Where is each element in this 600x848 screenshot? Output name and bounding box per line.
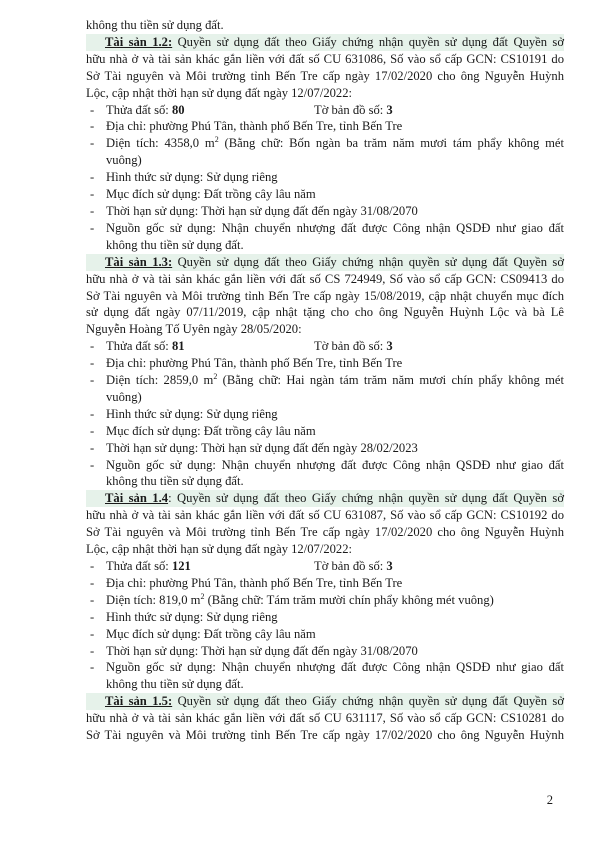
asset-1-2: Tài sản 1.2: Quyền sử dụng đất theo Giấy chứng nhận quyền sử dụng đất Quyền sở hữu nhà ở và tài sản khác gắn liền với đất số CU 631086, Số vào sổ cấp GCN: CS10191 do Sở Tài nguyên và Môi trường tỉnh Bến Tre cấp ngày 17/02/2020 cho ông Nguyễn Huỳnh Lộc, cập nhật thời hạn sử dụng đất ngày 12/07/2022: - Thửa đất số: 80 Tờ bản đồ số: 3 - Địa chỉ: phường Phú Tân, thành phố Bến Tre, tỉnh Bến Tre - Diện tích: 4358,0 $m^2$ (Bằng chữ: Bốn ngàn ba trăm năm mươi tám phẩy không mét vuông) - Hình thức sử dụng: Sử dụng riêng - Mục đích sử dụng: Đất trồng cây lâu năm - Thời hạn sử dụng: Thời hạn sử dụng đất đến ngày 31/08/2070 - Nguồn gốc sử dụng: Nhận chuyển nhượng đất được Công nhận QSDĐ như giao đất không thu tiền sử dụng đất. <box>86 34 564 254</box>
usage-term: - Thời hạn sử dụng: Thời hạn sử dụng đất đến ngày 31/08/2070 <box>86 203 564 220</box>
asset-1-5: Tài sản 1.5: Quyền sử dụng đất theo Giấy chứng nhận quyền sử dụng đất Quyền sở hữu nhà ở và tài sản khác gắn liền với đất số CU 631117, Số vào sổ cấp GCN: CS10281 do Sở Tài nguyên và Môi trường tỉnh Bến Tre cấp ngày 17/02/2020 cho ông Nguyễn Huỳnh <box>86 694 564 743</box>
parcel-info: - Thửa đất số: 81 Tờ bản đồ số: 3 <box>86 338 564 355</box>
usage-purpose: - Mục đích sử dụng: Đất trồng cây lâu năm <box>86 626 564 643</box>
area: - Diện tích: 4358,0 $m^2$ (Bằng chữ: Bốn ngàn ba trăm năm mươi tám phẩy không mét <box>86 135 564 152</box>
address: - Địa chỉ: phường Phú Tân, thành phố Bến Tre, tỉnh Bến Tre <box>86 118 564 135</box>
page-number: 2 <box>546 793 553 807</box>
intro-tail: không thu tiền sử dụng đất. <box>86 18 224 32</box>
usage-origin: - Nguồn gốc sử dụng: Nhận chuyển nhượng đất được Công nhận QSDĐ như giao đất <box>86 457 564 474</box>
asset-heading: Tài sản 1.4: Quyền sử dụng đất theo Giấy chứng nhận quyền sử dụng đất Quyền sở <box>86 490 564 507</box>
asset-heading: Tài sản 1.2: Quyền sử dụng đất theo Giấy chứng nhận quyền sử dụng đất Quyền sở <box>86 34 564 51</box>
usage-form: - Hình thức sử dụng: Sử dụng riêng <box>86 609 564 626</box>
parcel-info: - Thửa đất số: 121 Tờ bản đồ số: 3 <box>86 558 564 575</box>
usage-term: - Thời hạn sử dụng: Thời hạn sử dụng đất đến ngày 31/08/2070 <box>86 643 564 660</box>
usage-origin: - Nguồn gốc sử dụng: Nhận chuyển nhượng đất được Công nhận QSDĐ như giao đất <box>86 659 564 676</box>
usage-purpose: - Mục đích sử dụng: Đất trồng cây lâu năm <box>86 423 564 440</box>
usage-form: - Hình thức sử dụng: Sử dụng riêng <box>86 406 564 423</box>
area: - Diện tích: 2859,0 $m^2$ (Bằng chữ: Hai ngàn tám trăm năm mươi chín phẩy không mét <box>86 372 564 389</box>
address: - Địa chỉ: phường Phú Tân, thành phố Bến Tre, tỉnh Bến Tre <box>86 575 564 592</box>
asset-1-3: Tài sản 1.3: Quyền sử dụng đất theo Giấy chứng nhận quyền sử dụng đất Quyền sở hữu nhà ở và tài sản khác gắn liền với đất số CS 724949, Số vào sổ cấp GCN: CS09413 do Sở Tài nguyên và Môi trường tỉnh Bến Tre cấp ngày 15/08/2019, cập nhật chuyển mục đích sử dụng đất ngày 07/11/2019, cập nhật tặng cho cho ông Nguyễn Huỳnh Lộc và bà Lê Nguyễn Hoàng Tố Uyên ngày 28/05/2020: - Thửa đất số: 81 Tờ bản đồ số: 3 - Địa chỉ: phường Phú Tân, thành phố Bến Tre, tỉnh Bến Tre - Diện tích: 2859,0 $m^2$ (Bằng chữ: Hai ngàn tám trăm năm mươi chín phẩy không mét vuông) - Hình thức sử dụng: Sử dụng riêng - Mục đích sử dụng: Đất trồng cây lâu năm - Thời hạn sử dụng: Thời hạn sử dụng đất đến ngày 28/02/2023 - Nguồn gốc sử dụng: Nhận chuyển nhượng đất được Công nhận QSDĐ như giao đất không thu tiền sử dụng đất. <box>86 254 564 491</box>
usage-purpose: - Mục đích sử dụng: Đất trồng cây lâu năm <box>86 186 564 203</box>
asset-heading: Tài sản 1.3: Quyền sử dụng đất theo Giấy chứng nhận quyền sử dụng đất Quyền sở <box>86 254 564 271</box>
asset-title: Tài sản 1.3: <box>105 254 173 269</box>
area: - Diện tích: 819,0 $m^2$ (Bằng chữ: Tám trăm mười chín phẩy không mét vuông) <box>86 592 564 609</box>
usage-origin: - Nguồn gốc sử dụng: Nhận chuyển nhượng đất được Công nhận QSDĐ như giao đất <box>86 220 564 237</box>
address: - Địa chỉ: phường Phú Tân, thành phố Bến Tre, tỉnh Bến Tre <box>86 355 564 372</box>
asset-1-4: Tài sản 1.4: Quyền sử dụng đất theo Giấy chứng nhận quyền sử dụng đất Quyền sở hữu nhà ở và tài sản khác gắn liền với đất số CU 631087, Số vào sổ cấp GCN: CS10192 do Sở Tài nguyên và Môi trường tỉnh Bến Tre cấp ngày 17/02/2020 cho ông Nguyễn Huỳnh Lộc, cập nhật thời hạn sử dụng đất ngày 12/07/2022: - Thửa đất số: 121 Tờ bản đồ số: 3 - Địa chỉ: phường Phú Tân, thành phố Bến Tre, tỉnh Bến Tre - Diện tích: 819,0 $m^2$ (Bằng chữ: Tám trăm mười chín phẩy không mét vuông) - Hình thức sử dụng: Sử dụng riêng - Mục đích sử dụng: Đất trồng cây lâu năm - Thời hạn sử dụng: Thời hạn sử dụng đất đến ngày 31/08/2070 - Nguồn gốc sử dụng: Nhận chuyển nhượng đất được Công nhận QSDĐ như giao đất không thu tiền sử dụng đất. <box>86 490 564 693</box>
asset-title: Tài sản 1.2: <box>105 34 173 49</box>
asset-title: Tài sản 1.5: <box>105 694 173 709</box>
asset-title: Tài sản 1.4 <box>105 491 169 506</box>
usage-term: - Thời hạn sử dụng: Thời hạn sử dụng đất đến ngày 28/02/2023 <box>86 440 564 457</box>
usage-form: - Hình thức sử dụng: Sử dụng riêng <box>86 169 564 186</box>
asset-heading: Tài sản 1.5: Quyền sử dụng đất theo Giấy chứng nhận quyền sử dụng đất Quyền sở <box>86 693 564 710</box>
parcel-info: - Thửa đất số: 80 Tờ bản đồ số: 3 <box>86 102 564 119</box>
